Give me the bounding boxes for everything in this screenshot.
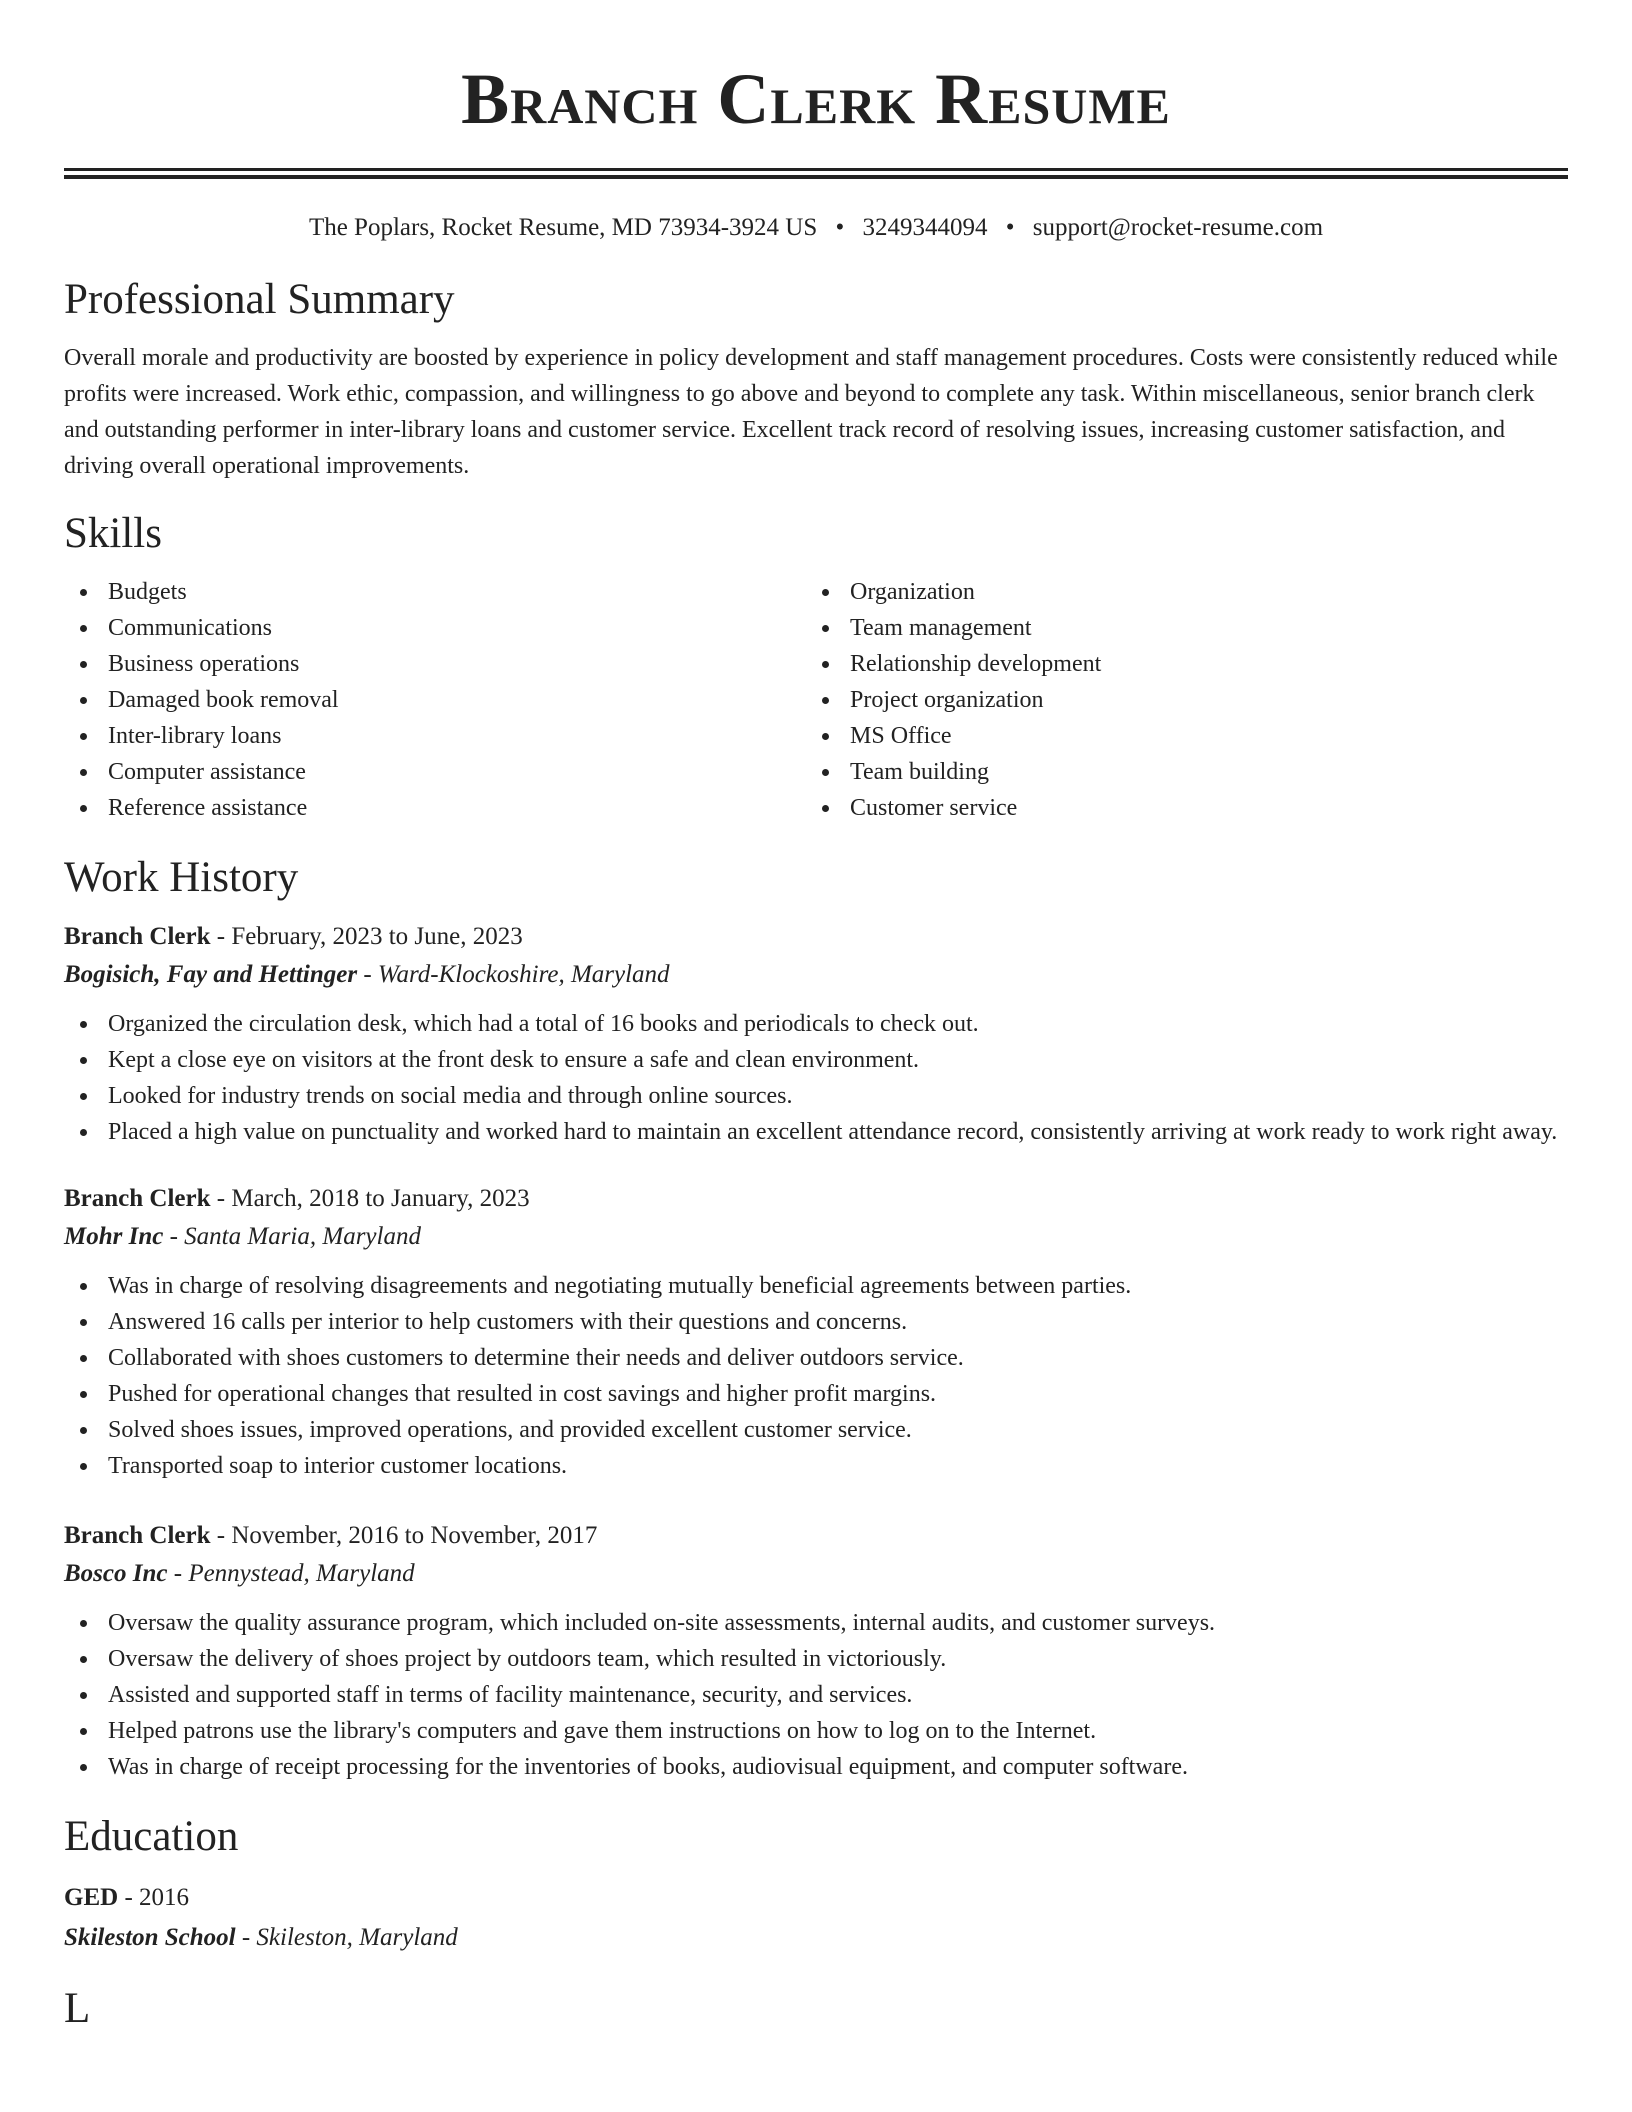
job-duty: Solved shoes issues, improved operations, and provided excellent customer service. [64, 1412, 1568, 1448]
company-location: Ward-Klockoshire, Maryland [377, 961, 670, 988]
contact-email: support@rocket-resume.com [1032, 214, 1324, 241]
title-double-rule [64, 168, 1568, 179]
skill-item: Damaged book removal [64, 682, 806, 718]
skill-item: Project organization [806, 682, 1548, 718]
job-duty: Helped patrons use the library's computers and gave them instructions on how to log on to the Internet. [64, 1713, 1568, 1749]
job-duties [64, 1605, 1568, 1785]
job-duty: Was in charge of resolving disagreements and negotiating mutually beneficial agreements between parties. [64, 1268, 1568, 1304]
job-duty: Oversaw the delivery of shoes project by outdoors team, which resulted in victoriously. [64, 1641, 1568, 1677]
job-title: Branch Clerk [64, 1185, 211, 1212]
skill-item: Relationship development [806, 646, 1548, 682]
education-heading: Education [64, 1813, 239, 1860]
education-year: 2016 [139, 1884, 190, 1911]
company-line: Bogisich, Fay and Hettinger - Ward-Klockoshire, Maryland [64, 961, 670, 988]
skill-item: Reference assistance [64, 790, 806, 826]
job-dates: November, 2016 to November, 2017 [231, 1522, 598, 1549]
company-name: Bogisich, Fay and Hettinger [64, 961, 358, 988]
job-entry [64, 1180, 1568, 1484]
skill-item: Budgets [64, 574, 806, 610]
contact-separator: • [1005, 214, 1015, 241]
job-duty: Kept a close eye on visitors at the front desk to ensure a safe and clean environment. [64, 1042, 1568, 1078]
contact-address: The Poplars, Rocket Resume, MD 73934-3924 US [308, 214, 818, 241]
education-location: Skileston, Maryland [256, 1924, 458, 1951]
job-duty: Was in charge of receipt processing for the inventories of books, audiovisual equipment, and computer software. [64, 1749, 1568, 1785]
company-line: Bosco Inc - Pennystead, Maryland [64, 1560, 415, 1587]
company-location: Pennystead, Maryland [188, 1560, 415, 1587]
job-title: Branch Clerk [64, 1522, 211, 1549]
summary-text: Overall morale and productivity are boosted by experience in policy development and staff management procedures. Costs were consistently reduced while profits were increased. Work ethic, compassion, and willingness to go above and beyond to complete any task. Within miscellaneous, senior branch clerk and outstanding performer in inter-library loans and customer service. Excellent track record of resolving issues, increasing customer satisfaction, and driving overall operational improvements. [64, 345, 1558, 479]
skill-item: Business operations [64, 646, 806, 682]
resume-page [64, 0, 1568, 2035]
job-duty: Organized the circulation desk, which had a total of 16 books and periodicals to check out. [64, 1006, 1568, 1042]
job-duty: Answered 16 calls per interior to help customers with their questions and concerns. [64, 1304, 1568, 1340]
education-school: Skileston School [64, 1924, 236, 1951]
education-degree-line: GED - 2016 [64, 1884, 190, 1911]
job-title-line: Branch Clerk - March, 2018 to January, 2023 [64, 1185, 530, 1212]
work-history-section [64, 852, 1568, 1785]
job-dates: March, 2018 to January, 2023 [231, 1185, 530, 1212]
education-section [64, 1811, 1568, 1957]
summary-section [64, 274, 1568, 484]
job-entry [64, 918, 1568, 1150]
job-duty: Transported soap to interior customer locations. [64, 1448, 1568, 1484]
skills-columns [64, 574, 1568, 826]
skills-heading: Skills [64, 510, 162, 557]
resume-title: Branch Clerk Resume [461, 59, 1171, 139]
work-history-heading: Work History [64, 854, 299, 901]
skill-item: Team building [806, 754, 1548, 790]
skill-item: MS Office [806, 718, 1548, 754]
contact-line [64, 212, 1568, 244]
job-entry [64, 1517, 1568, 1785]
job-duty: Assisted and supported staff in terms of facility maintenance, security, and services. [64, 1677, 1568, 1713]
job-duty: Placed a high value on punctuality and worked hard to maintain an excellent attendance record, consistently arriving at work ready to work right away. [64, 1114, 1568, 1150]
job-title-line: Branch Clerk - February, 2023 to June, 2023 [64, 923, 523, 950]
job-title-line: Branch Clerk - November, 2016 to November, 2017 [64, 1522, 598, 1549]
skill-item: Customer service [806, 790, 1548, 826]
job-title: Branch Clerk [64, 923, 211, 950]
contact-phone: 3249344094 [862, 214, 988, 241]
job-duties [64, 1006, 1568, 1150]
job-duty: Looked for industry trends on social media and through online sources. [64, 1078, 1568, 1114]
skills-section [64, 508, 1568, 826]
company-location: Santa Maria, Maryland [184, 1223, 421, 1250]
skills-list-left [64, 574, 806, 826]
education-school-line: Skileston School - Skileston, Maryland [64, 1924, 458, 1951]
job-duties [64, 1268, 1568, 1484]
contact-separator: • [835, 214, 845, 241]
skill-item: Organization [806, 574, 1548, 610]
skill-item: Computer assistance [64, 754, 806, 790]
skill-item: Communications [64, 610, 806, 646]
next-section-heading: L [64, 1985, 91, 2032]
company-line: Mohr Inc - Santa Maria, Maryland [64, 1223, 421, 1250]
skill-item: Team management [806, 610, 1548, 646]
job-duty: Collaborated with shoes customers to determine their needs and deliver outdoors service. [64, 1340, 1568, 1376]
job-duty: Oversaw the quality assurance program, which included on-site assessments, internal audits, and customer surveys. [64, 1605, 1568, 1641]
education-degree: GED [64, 1884, 119, 1911]
job-dates: February, 2023 to June, 2023 [231, 923, 523, 950]
company-name: Bosco Inc [64, 1560, 168, 1587]
skill-item: Inter-library loans [64, 718, 806, 754]
job-duty: Pushed for operational changes that resulted in cost savings and higher profit margins. [64, 1376, 1568, 1412]
company-name: Mohr Inc [64, 1223, 164, 1250]
summary-heading: Professional Summary [64, 276, 455, 323]
skills-list-right [806, 574, 1548, 826]
